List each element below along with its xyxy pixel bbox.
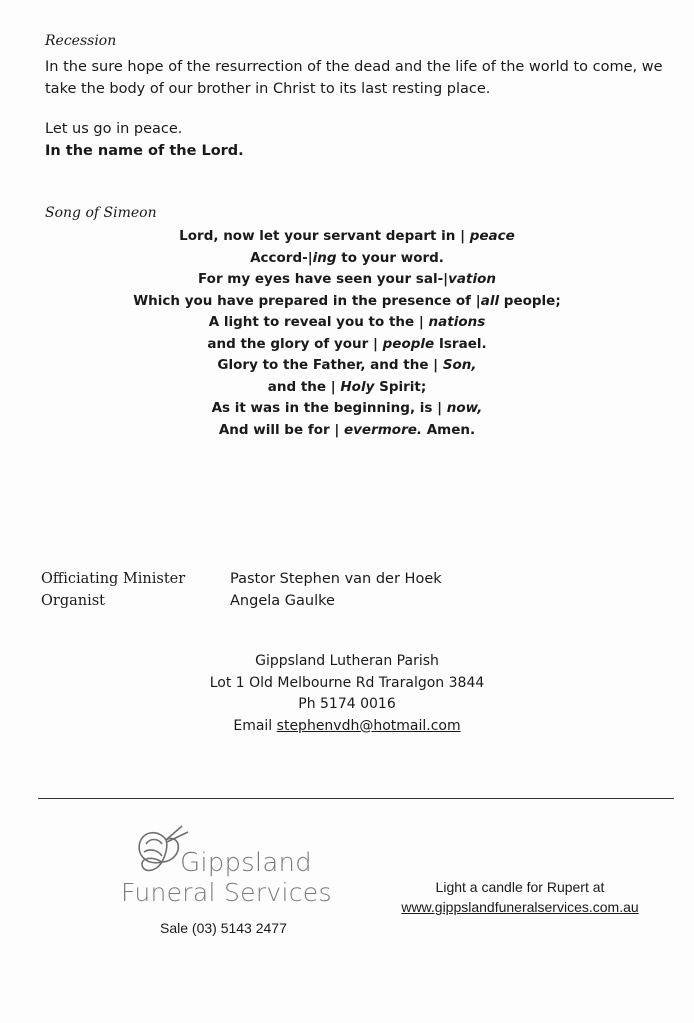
minister-role: Officiating Minister xyxy=(41,571,186,587)
recession-line-2: take the body of our brother in Christ to its last resting place. xyxy=(45,81,491,97)
parish-phone: Ph 5174 0016 xyxy=(298,696,396,712)
recession-line-1: In the sure hope of the resurrection of the dead and the life of the world to come, we xyxy=(45,59,663,75)
song-line: Which you have prepared in the presence of |all people; xyxy=(133,292,561,309)
dismissal-response: In the name of the Lord. xyxy=(45,143,244,159)
dismissal-line: Let us go in peace. xyxy=(45,121,183,137)
song-line: Accord-|ing to your word. xyxy=(250,249,444,266)
minister-name: Pastor Stephen van der Hoek xyxy=(230,571,442,587)
website-link[interactable]: www.gippslandfuneralservices.com.au xyxy=(401,899,639,915)
parish-email-line xyxy=(0,716,694,738)
organist-name: Angela Gaulke xyxy=(230,593,335,609)
divider xyxy=(38,798,674,799)
song-text xyxy=(0,226,694,441)
song-line: A light to reveal you to the | nations xyxy=(208,314,486,330)
song-line: and the | Holy Spirit; xyxy=(267,378,427,395)
recession-heading: Recession xyxy=(45,33,117,49)
sale-phone: Sale (03) 5143 2477 xyxy=(160,920,287,936)
song-line: And will be for | evermore. Amen. xyxy=(218,421,476,438)
song-line: As it was in the beginning, is | now, xyxy=(211,400,483,416)
song-line: and the glory of your | people Israel. xyxy=(207,335,487,352)
candle-text: Light a candle for Rupert at xyxy=(435,879,605,895)
logo-word-funeral-services: Funeral Services xyxy=(121,878,332,907)
email-label: Email xyxy=(233,717,277,734)
organist-role: Organist xyxy=(41,593,105,609)
parish-block xyxy=(0,651,694,737)
song-line: For my eyes have seen your sal-|vation xyxy=(198,271,496,287)
logo-word-gippsland: Gippsland xyxy=(180,848,312,878)
song-line: Glory to the Father, and the | Son, xyxy=(217,357,477,373)
parish-name: Gippsland Lutheran Parish xyxy=(255,653,439,669)
song-line: Lord, now let your servant depart in | peace xyxy=(179,228,515,244)
email-link[interactable]: stephenvdh@hotmail.com xyxy=(276,717,461,734)
song-heading: Song of Simeon xyxy=(45,205,157,221)
parish-address: Lot 1 Old Melbourne Rd Traralgon 3844 xyxy=(209,674,485,691)
